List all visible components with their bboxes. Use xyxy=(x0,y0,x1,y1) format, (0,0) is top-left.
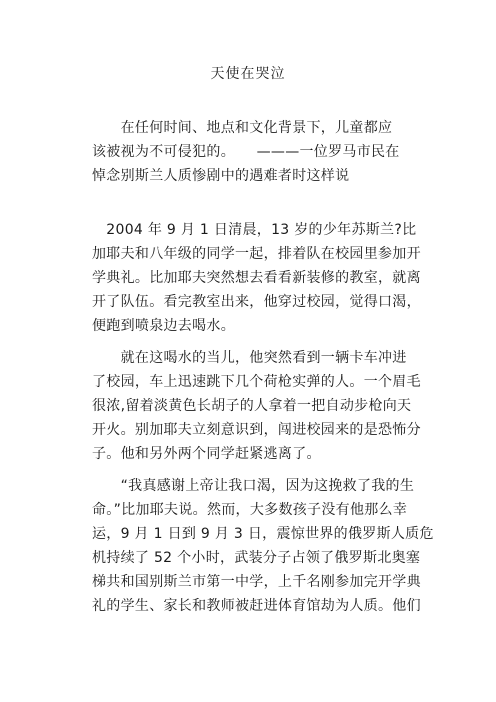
paragraph-line: 运，9 月 1 日到 9 月 3 日，震惊世界的俄罗斯人质危 xyxy=(92,526,434,542)
paragraph-line: 命。”比加耶夫说。然而，大多数孩子没有他那么幸 xyxy=(92,502,408,518)
paragraph-line: 梯共和国别斯兰市第一中学，上千名刚参加完开学典 xyxy=(92,574,421,590)
paragraph-line: 开了队伍。看完教室出来，他穿过校园，觉得口渴， xyxy=(92,294,421,310)
paragraph-line: 开火。别加耶夫立刻意识到，闯进校园来的是恐怖分 xyxy=(92,422,421,438)
paragraph-line: 该被视为不可侵犯的。 ———一位罗马市民在 xyxy=(92,144,400,160)
paragraph-line: 机持续了 52 个小时，武装分子占领了俄罗斯北奥塞 xyxy=(92,550,421,566)
paragraph-line: 加耶夫和八年级的同学一起，排着队在校园里参加开 xyxy=(92,246,421,262)
paragraph-line: 在任何时间、地点和文化背景下，儿童都应 xyxy=(92,120,393,136)
paragraph-line: 礼的学生、家长和教师被赶进体育馆劫为人质。他们 xyxy=(92,598,421,614)
paragraph-line: “我真感谢上帝让我口渴，因为这挽救了我的生 xyxy=(92,478,415,494)
paragraph-line: 悼念别斯兰人质惨剧中的遇难者时这样说 xyxy=(92,168,350,184)
paragraph-line: 学典礼。比加耶夫突然想去看看新装修的教室，就离 xyxy=(92,270,421,286)
paragraph-line: 2004 年 9 月 1 日清晨，13 岁的少年苏斯兰?比 xyxy=(92,222,417,238)
paragraph-line: 就在这喝水的当儿，他突然看到一辆卡车冲进 xyxy=(92,350,407,366)
document-title: 天使在哭泣 xyxy=(210,66,286,82)
paragraph-line: 了校园，车上迅速跳下几个荷枪实弹的人。一个眉毛 xyxy=(92,374,421,390)
paragraph-line: 很浓,留着淡黄色长胡子的人拿着一把自动步枪向天 xyxy=(92,398,412,414)
paragraph-line: 子。他和另外两个同学赶紧逃离了。 xyxy=(92,446,321,462)
paragraph-line: 便跑到喷泉边去喝水。 xyxy=(92,318,235,334)
